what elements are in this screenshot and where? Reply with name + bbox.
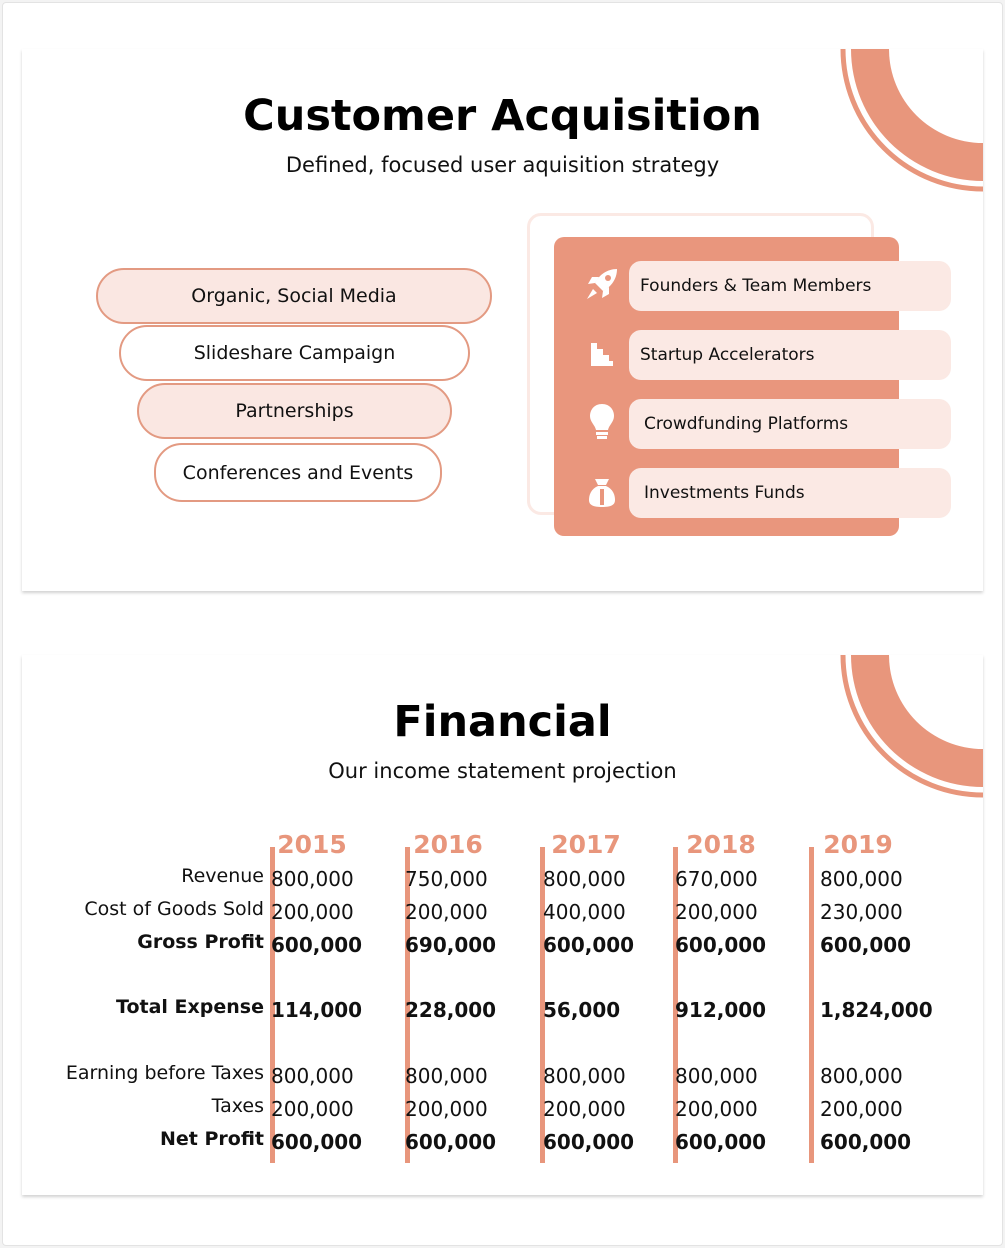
table-cell: 800,000 [405,1064,488,1088]
year-header: 2015 [277,830,347,859]
table-cell: 800,000 [820,1064,903,1088]
table-cell: 200,000 [405,1097,488,1121]
page-subtitle: Defined, focused user aquisition strategy [285,153,720,177]
row-label: Gross Profit [137,931,264,953]
channel-startup-accelerators [629,330,951,380]
channel-investments-funds [629,468,951,518]
funnel-item-label: Slideshare Campaign [193,342,396,364]
channel-label: Founders & Team Members [640,276,872,296]
year-header: 2019 [823,830,893,859]
funnel-item-slideshare-campaign [119,325,470,381]
channel-founders-team-members [629,261,951,311]
table-cell: 690,000 [405,933,497,957]
page-subtitle: Our income statement projection [328,759,677,783]
table-cell: 750,000 [405,867,488,891]
table-cell: 600,000 [820,933,912,957]
table-cell: 600,000 [675,933,767,957]
table-cell: 600,000 [271,1130,363,1154]
table-cell: 200,000 [405,900,488,924]
row-label: Earning before Taxes [65,1062,264,1084]
slide-financial[interactable] [22,655,983,1195]
table-cell: 600,000 [543,933,635,957]
row-label: Taxes [211,1095,264,1117]
rocket-icon [582,264,622,304]
channel-label: Crowdfunding Platforms [644,414,849,434]
table-cell: 800,000 [675,1064,758,1088]
table-cell: 800,000 [543,1064,626,1088]
table-cell: 200,000 [543,1097,626,1121]
channel-label: Investments Funds [644,483,805,503]
table-cell: 600,000 [405,1130,497,1154]
table-cell: 600,000 [543,1130,635,1154]
table-cell: 230,000 [820,900,903,924]
table-cell: 800,000 [271,867,354,891]
table-cell: 200,000 [675,1097,758,1121]
table-cell: 200,000 [271,1097,354,1121]
table-cell: 114,000 [271,998,363,1022]
stairs-icon [582,334,622,374]
row-label: Revenue [181,865,264,887]
table-cell: 670,000 [675,867,758,891]
channel-crowdfunding-platforms [629,399,951,449]
funnel-item-organic-social-media [96,268,492,324]
table-cell: 200,000 [675,900,758,924]
table-cell: 600,000 [675,1130,767,1154]
table-cell: 800,000 [820,867,903,891]
channel-label: Startup Accelerators [640,345,815,365]
funnel-item-label: Partnerships [235,400,354,422]
table-cell: 200,000 [271,900,354,924]
table-cell: 228,000 [405,998,497,1022]
year-header: 2016 [413,830,483,859]
page-title: Customer Acquisition [243,91,762,141]
column-divider [809,847,814,1163]
table-cell: 912,000 [675,998,767,1022]
row-label: Cost of Goods Sold [84,898,264,920]
table-cell: 56,000 [543,998,621,1022]
page-title: Financial [393,697,612,747]
funnel-item-conferences-events [154,443,442,502]
funnel-item-label: Organic, Social Media [191,285,397,307]
funnel-item-partnerships [137,383,452,439]
moneybag-icon [582,473,622,513]
table-cell: 400,000 [543,900,626,924]
slide-customer-acquisition[interactable] [22,49,983,591]
lightbulb-icon [582,402,622,442]
table-cell: 800,000 [271,1064,354,1088]
table-cell: 600,000 [820,1130,912,1154]
table-cell: 200,000 [820,1097,903,1121]
funnel-item-label: Conferences and Events [182,461,414,484]
row-label: Net Profit [160,1128,264,1150]
row-label: Total Expense [116,996,264,1018]
year-header: 2018 [686,830,756,859]
table-cell: 600,000 [271,933,363,957]
year-header: 2017 [551,830,621,859]
table-cell: 1,824,000 [820,998,933,1022]
table-cell: 800,000 [543,867,626,891]
